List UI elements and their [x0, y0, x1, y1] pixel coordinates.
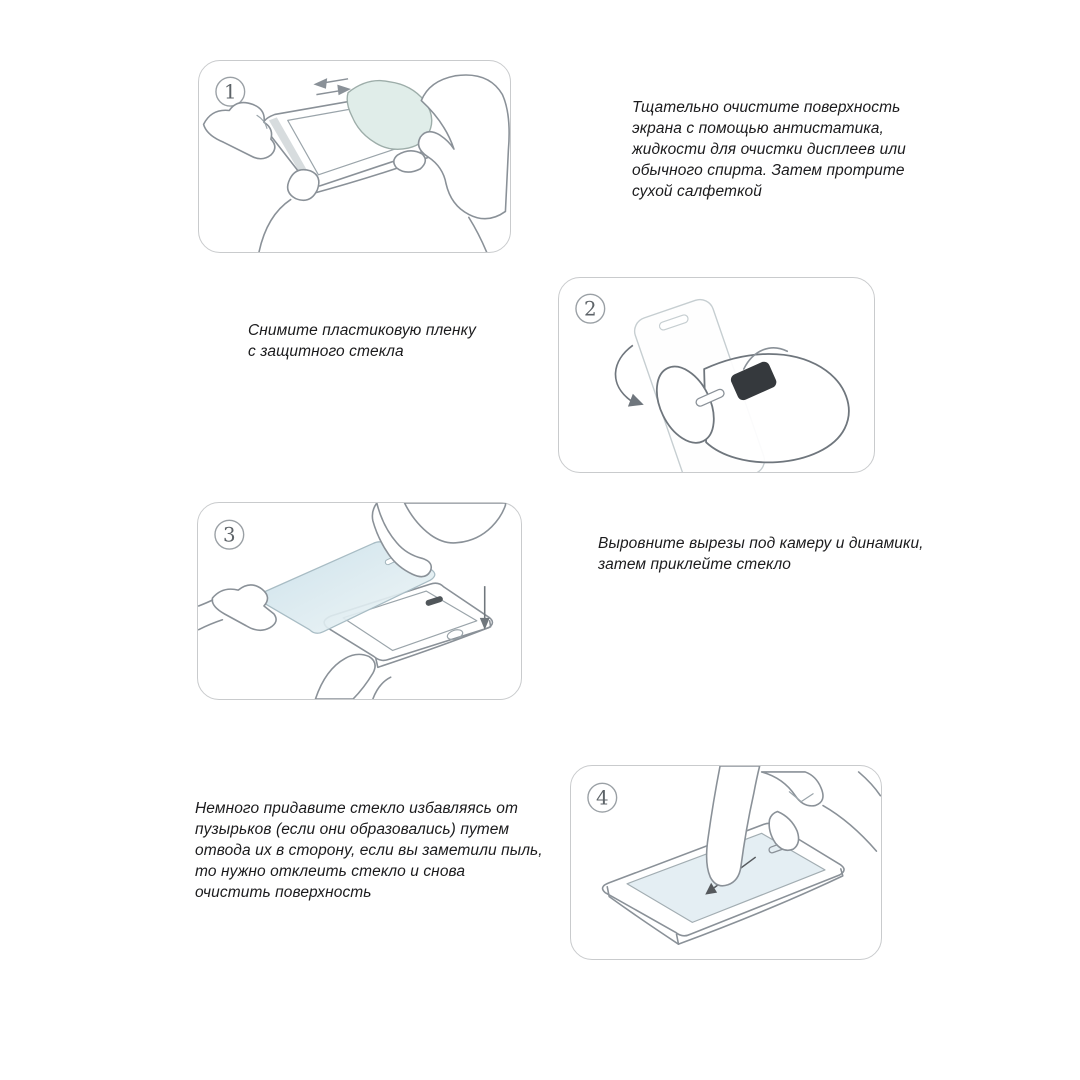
left-hand [199, 585, 276, 630]
svg-text:4: 4 [595, 786, 609, 810]
step2-illustration [559, 278, 874, 472]
wipe-direction-arrows-icon [315, 79, 349, 95]
step1-illustration-box [198, 60, 511, 253]
step4-illustration [571, 766, 881, 959]
step3-illustration [198, 503, 521, 699]
svg-text:1: 1 [224, 80, 237, 104]
step3-caption: Выровните вырезы под камеру и динамики, затем приклейте стекло [598, 535, 924, 573]
step1-number-badge [216, 77, 245, 106]
step4-number-badge [588, 783, 617, 812]
step4-illustration-box [570, 765, 882, 960]
step3-illustration-box [197, 502, 522, 700]
bottom-hand [315, 654, 390, 699]
step3-number-badge [215, 520, 244, 549]
step2-illustration-box [558, 277, 875, 473]
step1-illustration [199, 61, 510, 252]
step4-caption: Немного придавите стекло избавляясь от пузырьков (если они образовались) путем отвода их в сторону, если вы заметили пыль, то нужно отклеить стекло и снова очистить поверхность [195, 800, 543, 901]
step2-caption: Снимите пластиковую пленку с защитного стекла [248, 322, 476, 360]
svg-text:3: 3 [223, 523, 236, 547]
curled-finger [762, 772, 823, 806]
step1-caption: Тщательно очистите поверхность экрана с помощью антистатика, жидкости для очистки дисплеев или обычного спирта. Затем протрите сухой салфеткой [632, 99, 906, 200]
peel-direction-arrow-icon [616, 345, 644, 406]
step2-number-badge [576, 294, 605, 323]
svg-text:2: 2 [584, 297, 597, 321]
